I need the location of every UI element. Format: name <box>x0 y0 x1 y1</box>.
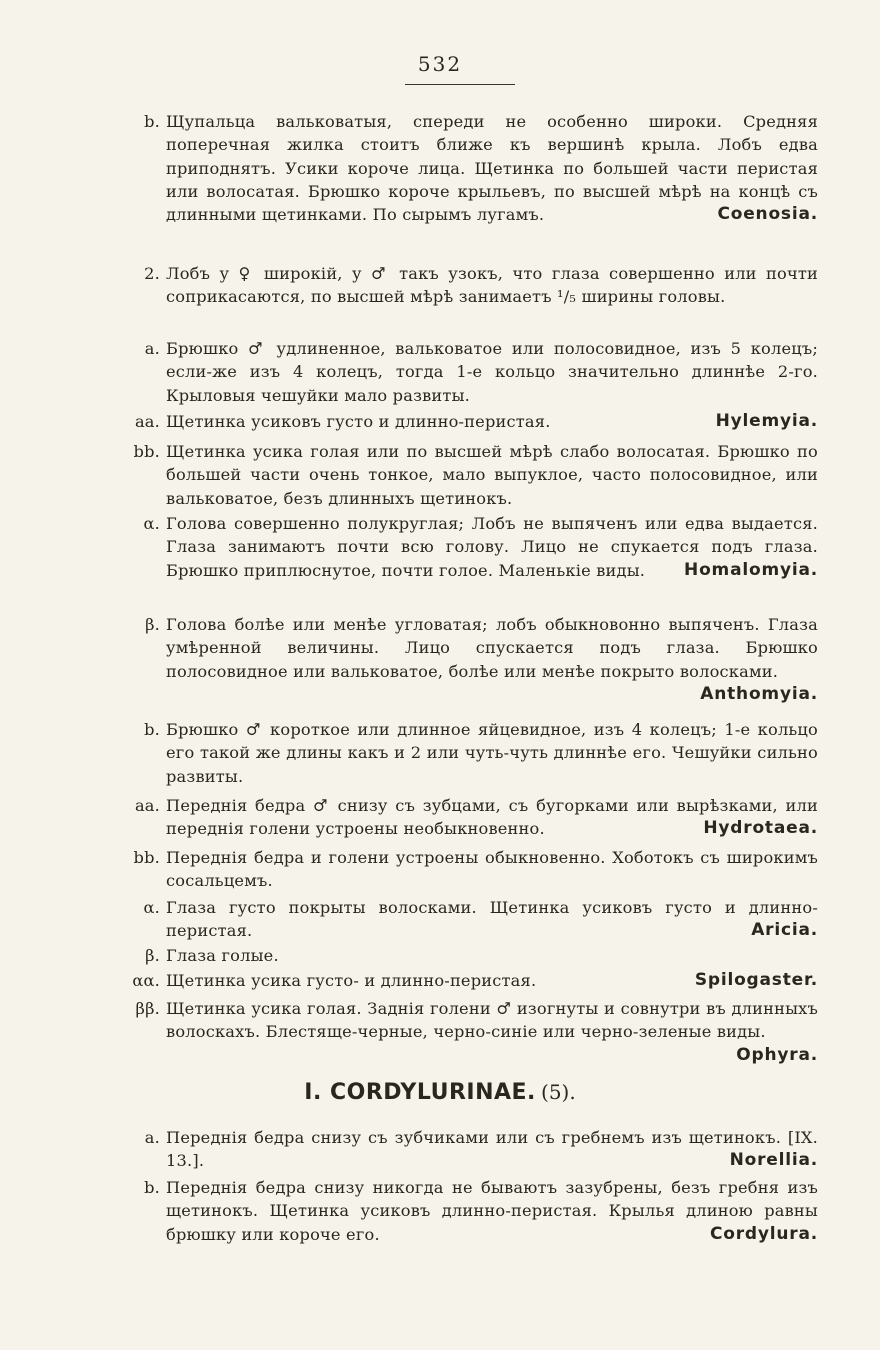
entry-text: Лобъ у ♀ широкій, у ♂ такъ узокъ, что глаза совершенно или почти соприкасаются, по высшей мѣрѣ занимаетъ ¹/₅ ширины головы. <box>166 264 818 307</box>
entry-label: b. <box>144 1178 160 1197</box>
entry-label: b. <box>144 720 160 739</box>
key-entry-a <box>124 337 818 407</box>
entry-label: b. <box>144 112 160 131</box>
entry-text: Щупальца вальковатыя, спереди не особенно широки. Средняя поперечная жилка стоитъ ближе къ вершинѣ крыла. Лобъ едва приподнятъ. Усики короче лица. Щетинка по большей части перистая или волосатая. Брюшко короче крыльевъ, по высшей мѣрѣ на концѣ съ длинными щетинками. По сырымъ лугамъ. <box>166 112 818 225</box>
entry-label: a. <box>144 1128 160 1147</box>
entry-label: aa. <box>134 796 160 815</box>
entry-text: Глаза голые. <box>166 946 279 965</box>
entry-label: aa. <box>134 412 160 431</box>
genus-name: Anthomyia. <box>700 683 818 704</box>
key-entry-b-cordylura <box>124 1176 818 1246</box>
entry-label: a. <box>144 339 160 358</box>
key-entry-a-norellia <box>124 1126 818 1173</box>
entry-label: αα. <box>132 971 160 990</box>
key-entry-betabeta-ophyra <box>124 997 818 1067</box>
key-entry-alpha-homalomyia <box>124 512 818 582</box>
key-entry-beta <box>124 944 818 967</box>
entry-text: Щетинка усика голая. Заднія голени ♂ изогнуты и совнутри въ длинныхъ волоскахъ. Блестяще-черные, черно-синіе или черно-зеленые виды. <box>166 999 818 1042</box>
entry-text: Переднія бедра ♂ снизу съ зубцами, съ бугорками или вырѣзками, или переднія голени устроены необыкновенно. <box>166 796 818 839</box>
entry-text: Брюшко ♂ короткое или длинное яйцевидное, изъ 4 колецъ; 1-е кольцо его такой же длины какъ и 2 или чуть-чуть длиннѣе его. Чешуйки сильно развиты. <box>166 720 818 786</box>
entry-label: bb. <box>133 442 160 461</box>
genus-name: Homalomyia. <box>684 559 818 580</box>
key-entry-alphaalpha-spilogaster <box>124 969 818 992</box>
page-number-rule <box>405 84 515 85</box>
entry-text: Щетинка усиковъ густо и длинно-перистая. <box>166 412 551 431</box>
entry-text: Голова совершенно полукруглая; Лобъ не выпяченъ или едва выдается. Глаза занимаютъ почти всю голову. Лицо не спукается подъ глаза. Брюшко приплюснутое, почти голое. Маленькіе виды. <box>166 514 818 580</box>
genus-name: Spilogaster. <box>694 970 818 990</box>
entry-text: Щетинка усика густо- и длинно-перистая. <box>166 971 537 990</box>
genus-name: Norellia. <box>729 1150 818 1171</box>
key-entry-bb <box>124 440 818 510</box>
genus-name: Aricia. <box>751 920 818 941</box>
key-entry-b-coenosia <box>124 110 818 226</box>
genus-name: Cordylura. <box>709 1223 818 1244</box>
entry-label: ββ. <box>135 999 160 1018</box>
page-number: 532 <box>417 52 463 76</box>
genus-name: Ophyra. <box>736 1044 818 1065</box>
entry-text: Переднія бедра снизу съ зубчиками или съ гребнемъ изъ щетинокъ. [IX. 13.]. <box>166 1128 818 1171</box>
key-entry-beta-anthomyia <box>124 613 818 706</box>
entry-text: Щетинка усика голая или по высшей мѣрѣ слабо волосатая. Брюшко по большей части очень тонкое, мало выпуклое, часто полосовидное, или вальковатое, безъ длинныхъ щетинокъ. <box>166 442 818 508</box>
section-number: (5). <box>541 1080 576 1104</box>
entry-text: Глаза густо покрыты волосками. Щетинка усиковъ густо и длинно-перистая. <box>166 898 818 941</box>
genus-name: Coenosia. <box>717 204 818 225</box>
entry-label: α. <box>143 898 160 917</box>
key-entry-2 <box>124 262 818 309</box>
entry-text: Голова болѣе или менѣе угловатая; лобъ обыкновонно выпяченъ. Глаза умѣренной величины. Лицо спускается подъ глаза. Брюшко полосовидное или вальковатое, болѣе или менѣе покрыто волосками. <box>166 615 818 681</box>
key-entry-bb-2 <box>124 846 818 893</box>
entry-text: Брюшко ♂ удлиненное, вальковатое или полосовидное, изъ 5 колецъ; если-же изъ 4 колецъ, тогда 1-е кольцо значительно длиннѣе 2-го. Крыловыя чешуйки мало развиты. <box>166 339 818 405</box>
section-heading <box>0 1080 880 1105</box>
entry-label: 2. <box>144 264 160 283</box>
section-title: I. CORDYLURINAE. <box>304 1080 536 1105</box>
entry-text: Переднія бедра снизу никогда не бываютъ зазубрены, безъ гребня изъ щетинокъ. Щетинка усиковъ длинно-перистая. Крылья длиною равны брюшку или короче его. <box>166 1178 818 1244</box>
key-entry-b <box>124 718 818 788</box>
key-entry-aa-hydrotaea <box>124 794 818 841</box>
entry-text: Переднія бедра и голени устроены обыкновенно. Хоботокъ съ широкимъ сосальцемъ. <box>166 848 818 891</box>
genus-name: Hydrotaea. <box>703 818 818 839</box>
entry-label: α. <box>143 514 160 533</box>
key-entry-aa-hylemyia <box>124 410 818 433</box>
entry-label: bb. <box>133 848 160 867</box>
genus-name: Hylemyia. <box>715 411 818 431</box>
entry-label: β. <box>145 615 160 634</box>
entry-label: β. <box>145 946 160 965</box>
key-entry-alpha-aricia <box>124 896 818 943</box>
